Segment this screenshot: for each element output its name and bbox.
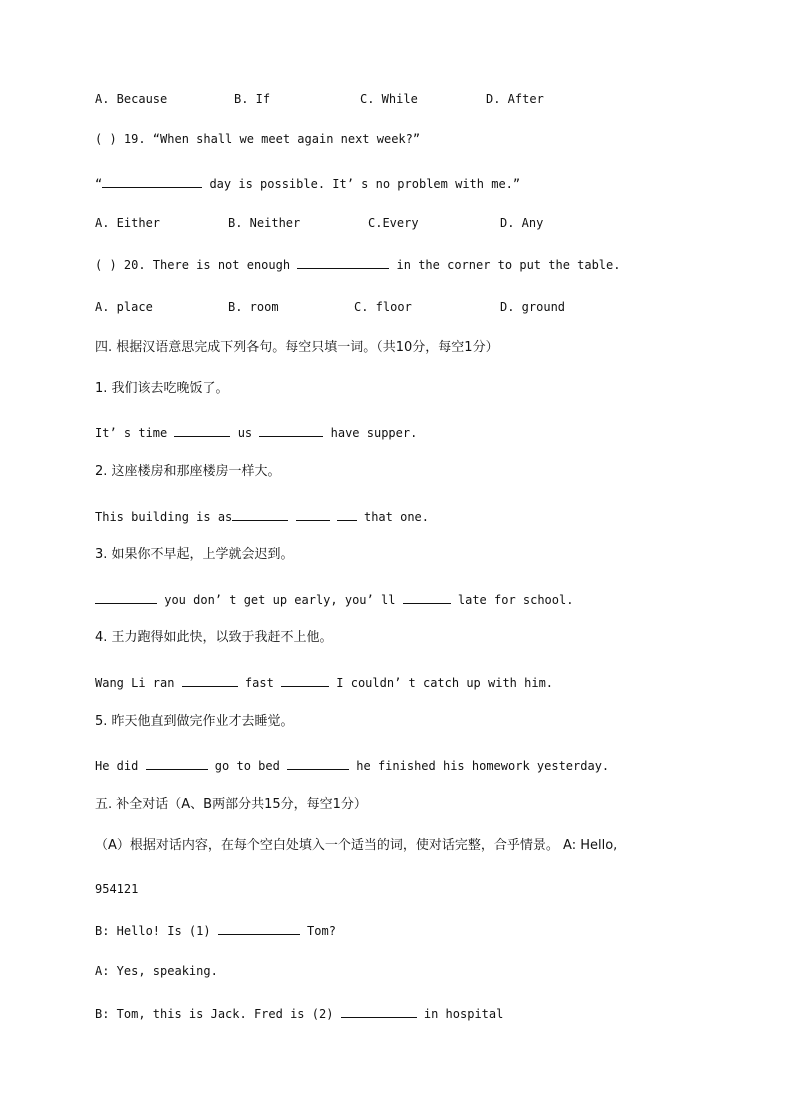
s4-item5-zh: 5. 昨天他直到做完作业才去睡觉。 [95,714,294,729]
dialog-line-1 [95,922,336,939]
q20-stem-b: in the corner to put the table. [389,258,621,272]
s4-item5-text1: He did [95,759,146,773]
s4-item5-text3: he finished his homework yesterday. [349,759,610,773]
s4-item3-text3: late for school. [450,593,574,607]
q18-option-c: C. While [360,92,418,106]
section5-intro: （A）根据对话内容，在每个空白处填入一个适当的词，使对话完整，合乎情景。 A: Hello, [95,838,618,853]
s4-item4-text3: I couldn’ t catch up with him. [329,676,554,690]
q19-option-a: A. Either [95,216,161,230]
s4-item3-en [95,591,573,608]
dialog-line-3-text2: in hospital [416,1007,504,1021]
q20-option-a: A. place [95,300,153,314]
dialog-blank-2[interactable] [341,1005,417,1018]
q18-option-d: D. After [486,92,544,106]
s4-item2-text4: that one. [356,510,429,524]
s4-item4-blank1[interactable] [182,674,238,687]
q18-option-b: B. If [234,92,271,106]
q19-reply-open: “ [95,177,103,191]
s4-item5-text2: go to bed [207,759,288,773]
s4-item1-blank1[interactable] [174,424,230,437]
q20-stem-a: ( ) 20. There is not enough [95,258,298,272]
s4-item1-text2: us [230,426,260,440]
dialog-line-1-text2: Tom? [299,924,336,938]
section5-number: 954121 [95,882,139,896]
s4-item5-blank1[interactable] [146,757,208,770]
s4-item5-blank2[interactable] [287,757,349,770]
s4-item2-text1: This building is as [95,510,233,524]
s4-item3-text2: you don’ t get up early, you’ ll [157,593,403,607]
s4-item2-blank2[interactable] [296,508,330,521]
q19-stem: ( ) 19. “When shall we meet again next week?” [95,132,421,146]
s4-item1-blank2[interactable] [259,424,323,437]
q19-option-b: B. Neither [228,216,301,230]
q20-option-b: B. room [228,300,279,314]
s4-item1-zh: 1. 我们该去吃晚饭了。 [95,381,229,396]
section4-heading: 四. 根据汉语意思完成下列各句。每空只填一词。（共10分，每空1分） [95,340,499,355]
q19-reply [95,175,520,192]
section5-heading: 五. 补全对话（A、B两部分共15分，每空1分） [95,797,367,812]
s4-item1-en [95,424,417,441]
q19-option-d: D. Any [500,216,544,230]
s4-item4-blank2[interactable] [281,674,329,687]
q20-stem [95,256,620,273]
dialog-line-3 [95,1005,503,1022]
s4-item4-text2: fast [237,676,282,690]
q20-blank[interactable] [297,256,389,269]
s4-item4-zh: 4. 王力跑得如此快，以致于我赶不上他。 [95,630,333,645]
q19-option-c: C.Every [368,216,419,230]
s4-item2-en [95,508,429,525]
s4-item3-zh: 3. 如果你不早起，上学就会迟到。 [95,547,294,562]
q19-reply-rest: day is possible. It’ s no problem with me.” [202,177,521,191]
s4-item2-blank1[interactable] [232,508,288,521]
s4-item4-en [95,674,553,691]
dialog-line-1-text1: B: Hello! Is (1) [95,924,218,938]
q20-option-d: D. ground [500,300,566,314]
s4-item2-text2 [288,510,295,524]
s4-item4-text1: Wang Li ran [95,676,182,690]
s4-item2-text3 [330,510,337,524]
q20-option-c: C. floor [354,300,412,314]
dialog-line-3-text1: B: Tom, this is Jack. Fred is (2) [95,1007,341,1021]
s4-item3-blank1[interactable] [95,591,157,604]
dialog-blank-1[interactable] [218,922,300,935]
s4-item3-blank2[interactable] [403,591,451,604]
s4-item1-text3: have supper. [323,426,418,440]
s4-item2-zh: 2. 这座楼房和那座楼房一样大。 [95,464,281,479]
s4-item5-en [95,757,609,774]
q19-blank[interactable] [102,175,202,188]
dialog-line-2: A: Yes, speaking. [95,964,218,978]
q18-option-a: A. Because [95,92,168,106]
s4-item2-blank3[interactable] [337,508,357,521]
s4-item1-text1: It’ s time [95,426,175,440]
